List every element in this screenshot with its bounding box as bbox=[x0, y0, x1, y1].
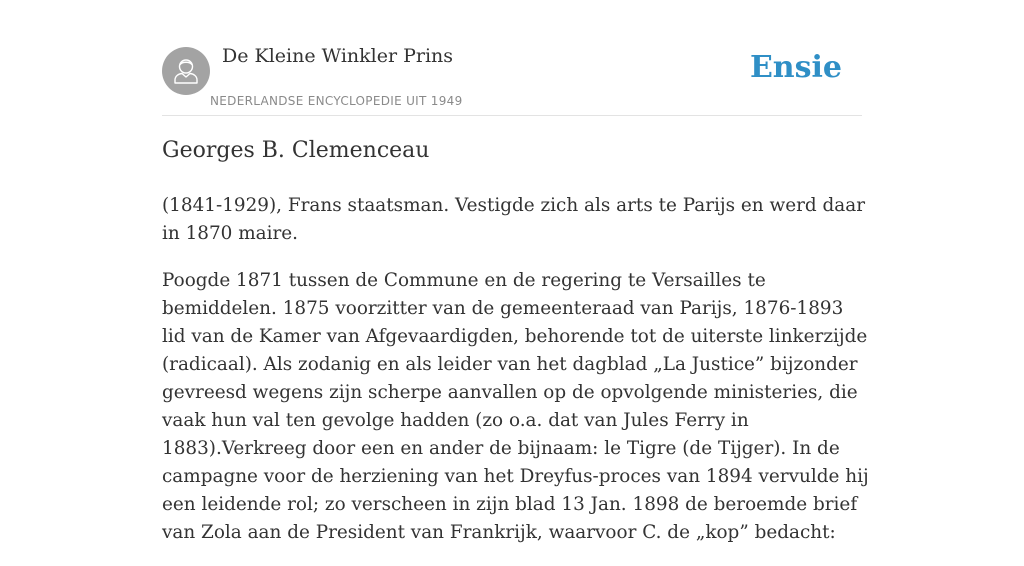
article-paragraph: Poogde 1871 tussen de Commune en de regering te Versailles te bemiddelen. 1875 voorzitter van de gemeenteraad van Parijs, 1876-1893 lid van de Kamer van Afgevaardigden, behorende tot de uiterste linkerzijde (radicaal). Als zodanig en als leider van het dagblad „La Justice” bijzonder gevreesd wegens zijn scherpe aanvallen op de opvolgende ministeries, die vaak hun val ten gevolge hadden (zo o.a. dat van Jules Ferry in 1883).Verkreeg door een en ander de bijnaam: le Tigre (de Tijger). In de campagne voor de herziening van het Dreyfus-proces van 1894 vervulde hij een leidende rol; zo verscheen in zijn blad 13 Jan. 1898 de beroemde brief van Zola aan de President van Frankrijk, waarvoor C. de „kop” bedacht: bbox=[162, 270, 869, 543]
article-paragraph: (1841-1929), Frans staatsman. Vestigde zich als arts te Parijs en werd daar in 1870 maire. bbox=[162, 195, 866, 244]
article-title: Georges B. Clemenceau bbox=[162, 138, 430, 163]
source-subtitle: NEDERLANDSE ENCYCLOPEDIE UIT 1949 bbox=[210, 94, 463, 108]
user-placeholder-icon bbox=[162, 47, 210, 95]
ensie-logo-link[interactable]: Ensie bbox=[749, 50, 842, 85]
source-header bbox=[162, 0, 862, 116]
source-title-link[interactable]: De Kleine Winkler Prins bbox=[222, 45, 454, 67]
article-body bbox=[162, 192, 870, 566]
source-avatar[interactable] bbox=[162, 47, 210, 95]
